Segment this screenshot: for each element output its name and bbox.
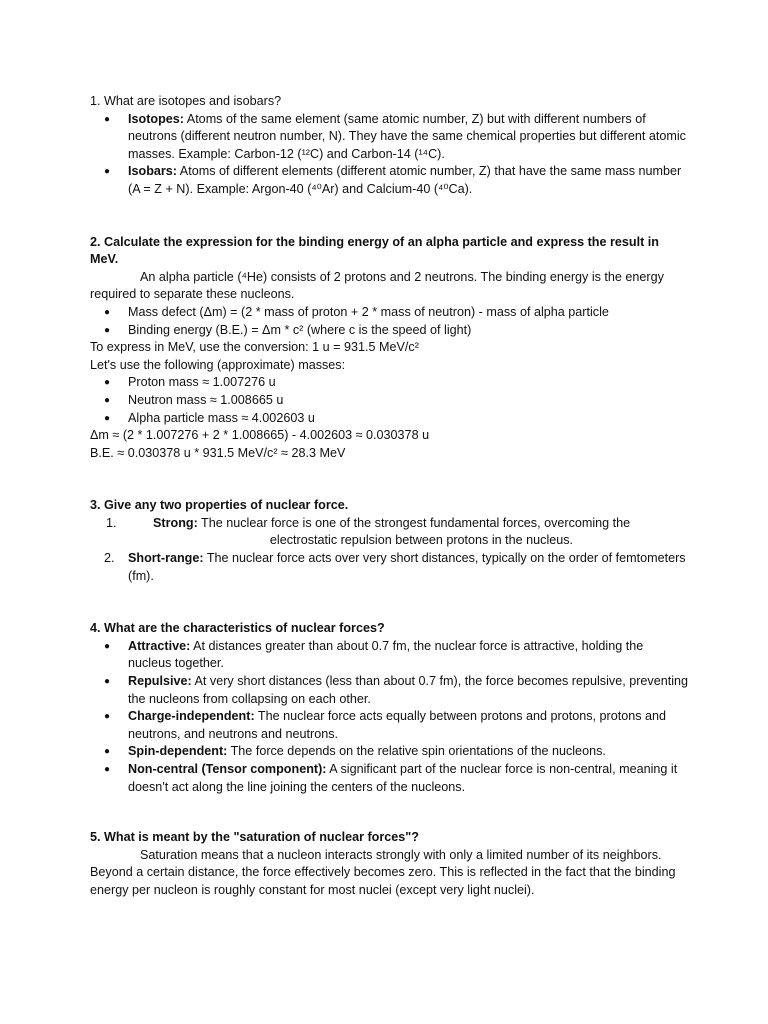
spacer: [90, 796, 690, 829]
question-5: [90, 829, 690, 899]
question-3-title: [90, 497, 690, 515]
property-item: [90, 550, 690, 585]
question-3-title-text: 3. Give any two properties of nuclear force.: [90, 498, 349, 513]
spacer: [90, 585, 690, 620]
question-2-intro: An alpha particle (⁴He) consists of 2 protons and 2 neutrons. The binding energy is the energy required to separate these nucleons.: [90, 269, 664, 302]
characteristic-text: At distances greater than about 0.7 fm, the nuclear force is attractive, holding the nucleus together.: [128, 638, 644, 671]
formula-item: ● Mass defect (Δm) = (2 * mass of proton + 2 * mass of neutron) - mass of alpha particle: [90, 304, 690, 322]
characteristic-item: [90, 761, 690, 796]
characteristics-list: [90, 638, 690, 796]
isobars-text: Atoms of different elements (different atomic number, Z) that have the same mass number (A = Z + N). Example: Argon-40 (⁴⁰Ar) and Calcium-40 (⁴⁰Ca).: [128, 164, 682, 196]
characteristic-label: Non-central (Tensor component):: [128, 762, 327, 776]
characteristic-item: [90, 638, 690, 673]
saturation-text: Saturation means that a nucleon interacts strongly with only a limited number of its neighbors. Beyond a certain distance, the force effectively becomes zero. This is reflected in the fact that the binding energy per nucleon is roughly constant for most nuclei (except very light nuclei).: [90, 847, 676, 897]
isobars-item: [90, 163, 690, 198]
isotopes-text: Atoms of the same element (same atomic number, Z) but with different numbers of neutrons (different neutron number, N). They have the same chemical properties but different atomic masses. Example: Carbon-12 (¹²C) and Carbon-14 (¹⁴C).: [128, 111, 686, 161]
question-1-title: 1. What are isotopes and isobars?: [90, 94, 282, 108]
question-2-title-text: 2. Calculate the expression for the binding energy of an alpha particle and express the result in MeV.: [90, 234, 659, 267]
characteristic-text: A significant part of the nuclear force is non-central, meaning it doesn't act along the line joining the centers of the nucleons.: [128, 762, 678, 794]
mass-defect-calc: Δm ≈ (2 * 1.007276 + 2 * 1.008665) - 4.002603 ≈ 0.030378 u: [90, 428, 430, 443]
mass-list: [90, 374, 690, 427]
characteristic-text: The nuclear force acts equally between protons and protons, protons and neutrons, and neutrons and neutrons.: [128, 709, 667, 741]
properties-list: [90, 515, 690, 585]
formula-item: ● Binding energy (B.E.) = Δm * c² (where c is the speed of light): [90, 322, 690, 340]
isotopes-item: [90, 111, 690, 164]
isobars-label: Isobars:: [128, 164, 177, 179]
property-label: Strong:: [153, 515, 198, 530]
item-number: 1.: [106, 515, 117, 530]
spacer: [90, 199, 690, 234]
characteristic-label: Repulsive:: [128, 674, 192, 689]
binding-energy-calc: B.E. ≈ 0.030378 u * 931.5 MeV/c² ≈ 28.3 MeV: [90, 445, 346, 460]
mass-item: ● Proton mass ≈ 1.007276 u: [90, 374, 690, 392]
property-label: Short-range:: [128, 551, 204, 566]
mass-item: ● Alpha particle mass ≈ 4.002603 u: [90, 410, 690, 428]
characteristic-text: The force depends on the relative spin orientations of the nucleons.: [227, 744, 606, 759]
characteristic-item: [90, 673, 690, 708]
conversion-text: To express in MeV, use the conversion: 1 u = 931.5 MeV/c²: [90, 340, 419, 355]
property-item: [90, 515, 690, 550]
characteristic-label: Spin-dependent:: [128, 744, 228, 759]
question-1-list: [90, 111, 690, 199]
question-4-title-text: 4. What are the characteristics of nuclear forces?: [90, 621, 385, 636]
masses-intro: Let's use the following (approximate) masses:: [90, 357, 346, 372]
characteristic-text: At very short distances (less than about 0.7 fm), the force becomes repulsive, preventing the nucleons from collapsing on each other.: [128, 674, 689, 706]
question-3: [90, 497, 690, 585]
item-number: 2.: [104, 551, 115, 566]
mass-item: ● Neutron mass ≈ 1.008665 u: [90, 392, 690, 410]
question-2: [90, 234, 690, 463]
property-text-continued: electrostatic repulsion between protons in the nucleus.: [269, 533, 574, 548]
property-text: The nuclear force acts over very short distances, typically on the order of femtometers (fm).: [128, 551, 686, 583]
document-content: [90, 93, 690, 900]
spacer: [90, 462, 690, 497]
question-2-title: [90, 234, 690, 269]
property-text: The nuclear force is one of the strongest fundamental forces, overcoming the: [197, 515, 631, 530]
isotopes-label: Isotopes:: [128, 111, 184, 126]
formula-list: [90, 304, 690, 339]
characteristic-label: Charge-independent:: [128, 709, 255, 724]
characteristic-item: [90, 708, 690, 743]
question-5-title-text: 5. What is meant by the "saturation of nuclear forces"?: [90, 830, 419, 845]
question-1: [90, 93, 690, 199]
question-4: [90, 620, 690, 796]
characteristic-label: Attractive:: [128, 638, 191, 653]
question-4-title: [90, 620, 690, 638]
question-5-title: [90, 829, 690, 847]
characteristic-item: [90, 743, 690, 761]
